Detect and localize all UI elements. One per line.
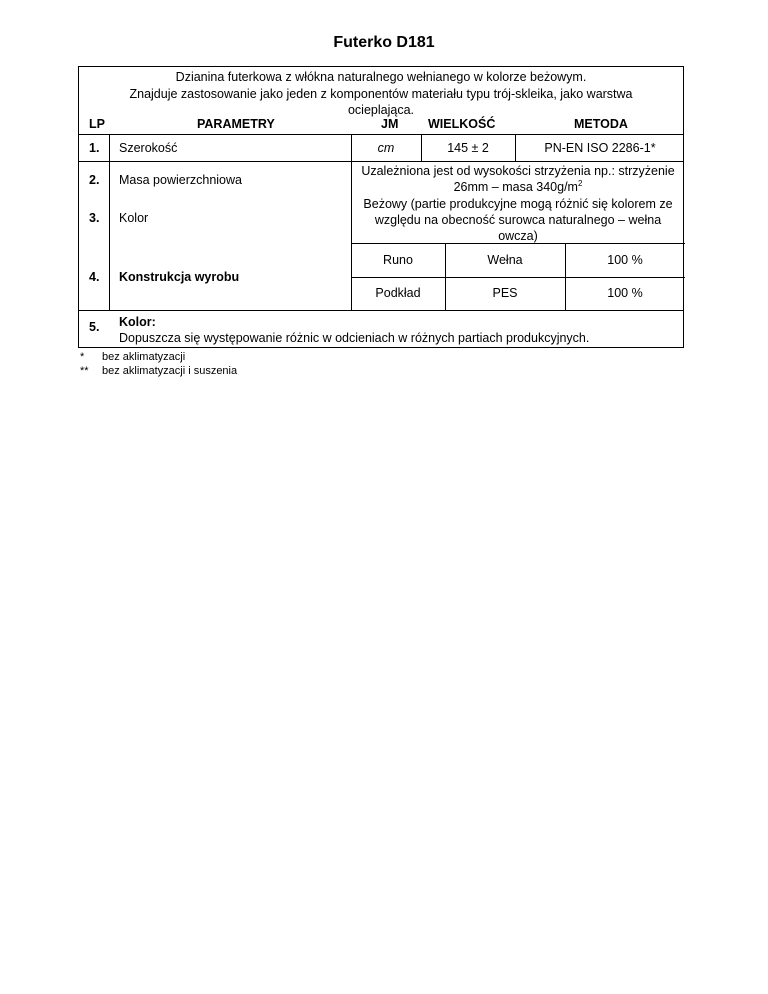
divider [79,161,683,162]
row-1-value: 145 ± 2 [447,141,489,155]
sub-row-1-percent: 100 % [607,253,643,267]
row-3-param: Kolor [119,211,149,225]
row-3-desc-line-3: owcza) [498,229,538,243]
header-jm: JM [381,117,399,131]
row-2-description [351,163,685,195]
row-4-param: Konstrukcja wyrobu [119,270,240,284]
row-5-note-text: Dopuszcza się występowanie różnic w odcieniach w różnych partiach produkcyjnych. [119,331,590,345]
row-2-lp: 2. [89,173,100,187]
row-2-desc-superscript: 2 [577,178,583,188]
row-5-lp: 5. [89,320,100,334]
row-5-note [119,314,589,346]
footnote-2 [80,364,237,378]
row-2-desc-line-1: Uzależniona jest od wysokości strzyżenia np.: strzyżenie [361,164,675,178]
document-title: Futerko D181 [333,34,435,51]
row-2-desc-line-2 [351,179,685,195]
divider [351,277,685,278]
intro-text [79,69,683,103]
row-1-unit: cm [377,141,395,155]
footnote-1 [80,350,237,364]
header-parametry: PARAMETRY [197,117,275,131]
row-3-desc-line-2: względu na obecność surowca naturalnego – wełna [374,213,662,227]
intro-line-2: Znajduje zastosowanie jako jeden z komponentów materiału typu trój-skleika, jako warstwa [129,87,633,101]
row-2-desc-text: 26mm – masa 340g/m [453,180,578,194]
row-1-lp: 1. [89,141,100,155]
sub-row-2-percent: 100 % [607,286,643,300]
footnotes [80,350,237,378]
row-3-desc-line-1: Beżowy (partie produkcyjne mogą różnić się kolorem ze [363,197,673,211]
row-2-param: Masa powierzchniowa [119,173,242,187]
footnote-2-mark: ** [80,365,89,377]
intro-line-1: Dzianina futerkowa z włókna naturalnego wełnianego w kolorze beżowym. [175,70,587,84]
divider [79,310,683,311]
divider [79,134,683,135]
row-5-note-title: Kolor: [119,315,156,329]
row-1-method: PN-EN ISO 2286-1* [544,141,656,155]
specification-table [78,66,684,348]
footnote-1-mark: * [80,351,85,363]
row-1-param: Szerokość [119,141,178,155]
sub-row-2-name: Podkład [375,286,421,300]
row-3-description [351,196,685,244]
intro-line-3: ocieplająca. [347,103,414,117]
footnote-1-text: bez aklimatyzacji [102,351,186,363]
row-4-lp: 4. [89,270,100,284]
header-metoda: METODA [574,117,628,131]
footnote-2-text: bez aklimatyzacji i suszenia [102,365,238,377]
row-3-lp: 3. [89,211,100,225]
sub-row-1-name: Runo [383,253,413,267]
header-lp: LP [89,117,105,131]
sub-row-2-material: PES [492,286,518,300]
sub-row-1-material: Wełna [487,253,523,267]
header-wielkosc: WIELKOŚĆ [428,117,496,131]
